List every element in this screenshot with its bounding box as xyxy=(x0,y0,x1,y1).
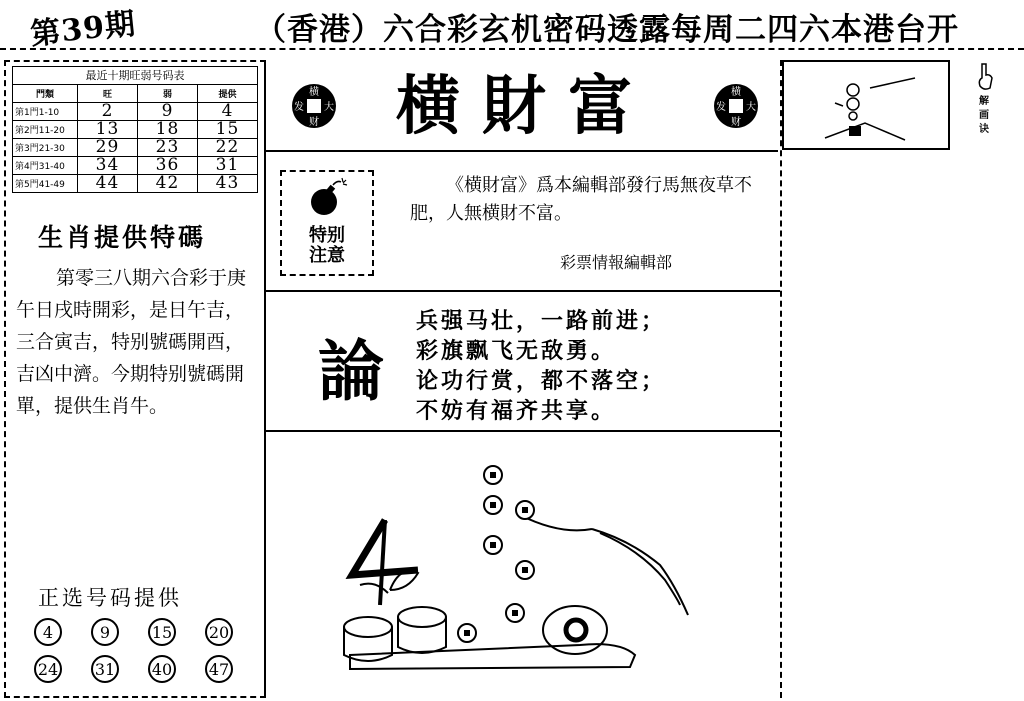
editor-credit: 彩票情報編輯部 xyxy=(560,253,673,272)
col-hot: 旺 xyxy=(78,85,138,103)
hint-illustration xyxy=(815,68,925,146)
notice-label xyxy=(280,226,374,266)
cell-hot: 29 xyxy=(78,139,138,157)
col-cold: 弱 xyxy=(138,85,198,103)
col-offer: 提供 xyxy=(198,85,258,103)
lun-character: 論 xyxy=(318,332,384,410)
verse-block xyxy=(416,306,666,426)
cell-cold: 42 xyxy=(138,175,198,193)
notice-text: 《横財富》爲本編輯部發行馬無夜草不肥，人無横財不富。 xyxy=(410,175,752,224)
zodiac-text: 第零三八期六合彩于庚午日戌時開彩，是日午吉，三合寅吉，特别號碼開酉，吉凶中濟。今期特别號碼開單，提供生肖牛。 xyxy=(16,267,247,417)
puzzle-illustration xyxy=(330,455,710,680)
row-label: 第5門41-49 xyxy=(13,175,78,193)
cell-cold: 9 xyxy=(138,103,198,121)
col-category: 門類 xyxy=(13,85,78,103)
number-ball: 15 xyxy=(148,618,176,646)
picks-row-2 xyxy=(34,655,233,683)
coin-char-right: 大 xyxy=(324,102,334,113)
table-row xyxy=(13,121,258,139)
table-row xyxy=(13,175,258,193)
cell-hot: 13 xyxy=(78,121,138,139)
cell-cold: 23 xyxy=(138,139,198,157)
masthead-title: 横財富 xyxy=(396,69,654,144)
number-ball: 24 xyxy=(34,655,62,683)
table-row xyxy=(13,157,258,175)
coin-char-top: 横 xyxy=(731,87,741,98)
verse-line: 论功行赏，都不落空； xyxy=(416,368,667,394)
number-ball: 40 xyxy=(148,655,176,683)
row-label: 第2門11-20 xyxy=(13,121,78,139)
verse-line: 兵强马壮，一路前进； xyxy=(416,308,667,334)
cell-offer: 43 xyxy=(198,175,258,193)
verse-line: 不妨有福齐共享。 xyxy=(416,398,617,424)
picks-title: 正选号码提供 xyxy=(38,586,182,610)
table-header-row xyxy=(13,85,258,103)
odds-table xyxy=(12,66,258,193)
number-ball: 31 xyxy=(91,655,119,683)
coin-char-top: 横 xyxy=(309,87,319,98)
cell-hot: 44 xyxy=(78,175,138,193)
cell-cold: 36 xyxy=(138,157,198,175)
picks-row-1 xyxy=(34,618,233,646)
table-row xyxy=(13,103,258,121)
number-ball: 20 xyxy=(205,618,233,646)
cell-hot: 34 xyxy=(78,157,138,175)
header-rule xyxy=(0,48,1024,50)
headline: （香港）六合彩玄机密码透露每周二四六本港台开 xyxy=(255,12,959,48)
row-label: 第1門1-10 xyxy=(13,103,78,121)
coin-char-right: 大 xyxy=(746,102,756,113)
number-ball: 47 xyxy=(205,655,233,683)
coin-char-left: 发 xyxy=(294,102,304,113)
pointing-hand-icon xyxy=(976,62,996,92)
verse-line: 彩旗飘飞无敌勇。 xyxy=(416,338,617,364)
hot-cold-table xyxy=(12,84,258,193)
coin-char-left: 发 xyxy=(716,102,726,113)
issue-number: 第39期 xyxy=(28,6,138,53)
coin-icon-right xyxy=(712,82,760,130)
number-ball: 4 xyxy=(34,618,62,646)
coin-char-bottom: 财 xyxy=(309,117,319,128)
notice-label-line1: 特别 xyxy=(309,225,345,246)
coin-char-bottom: 财 xyxy=(731,117,741,128)
cell-offer: 22 xyxy=(198,139,258,157)
zodiac-title: 生肖提供特碼 xyxy=(38,223,207,252)
cell-offer: 31 xyxy=(198,157,258,175)
row-label: 第3門21-30 xyxy=(13,139,78,157)
cell-offer: 15 xyxy=(198,121,258,139)
coin-icon-left xyxy=(290,82,338,130)
cell-hot: 2 xyxy=(78,103,138,121)
divider xyxy=(266,290,780,292)
notice-label-line2: 注意 xyxy=(309,245,345,266)
cell-cold: 18 xyxy=(138,121,198,139)
table-row xyxy=(13,139,258,157)
hint-label: 解画诀 xyxy=(979,96,989,135)
table-caption: 最近十期旺弱号码表 xyxy=(12,66,258,84)
bomb-icon xyxy=(306,176,350,218)
divider xyxy=(266,430,780,432)
cell-offer: 4 xyxy=(198,103,258,121)
row-label: 第4門31-40 xyxy=(13,157,78,175)
number-ball: 9 xyxy=(91,618,119,646)
